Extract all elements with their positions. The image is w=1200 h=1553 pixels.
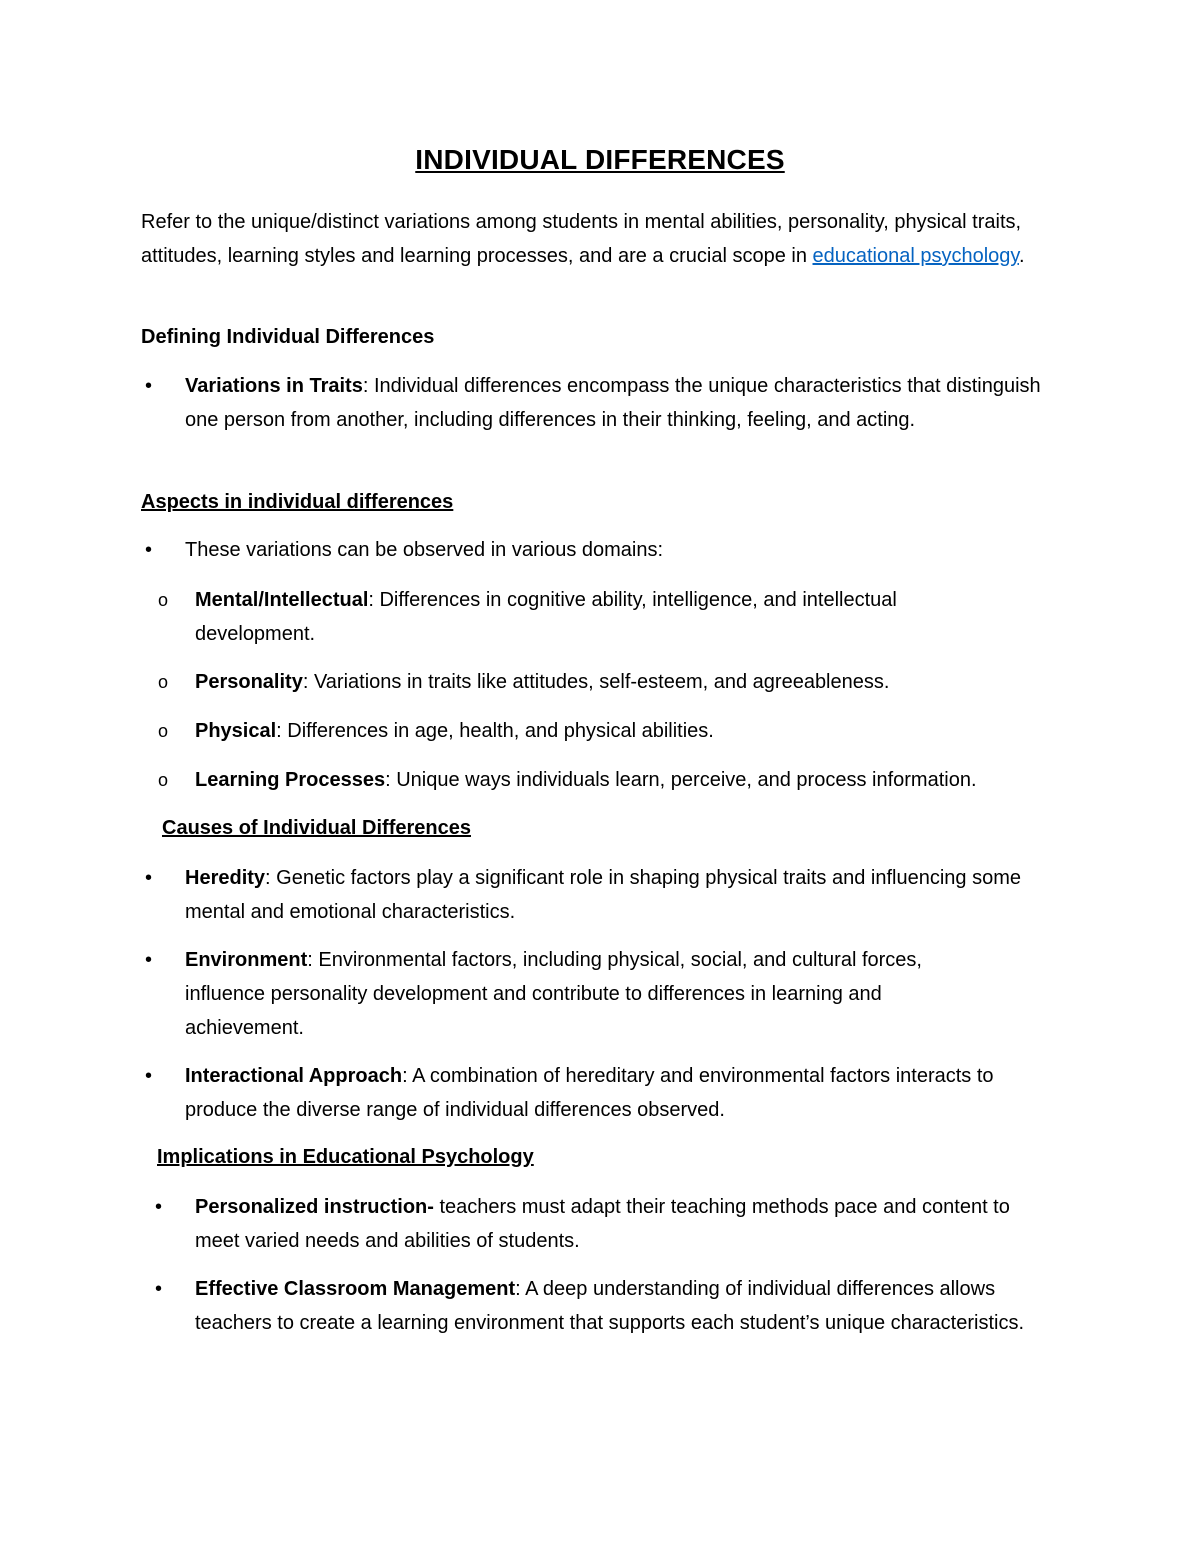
section-heading-causes: Causes of Individual Differences <box>162 817 471 839</box>
item-text: : A combination of hereditary and environmental factors interacts to produce the diverse range of individual differences observed. <box>185 1065 994 1121</box>
intro-end: . <box>1018 245 1025 267</box>
educational-psychology-link[interactable]: educational psychology <box>812 245 1019 267</box>
item-text: : Environmental factors, including physical, social, and cultural forces, influence personality development and contribute to differences in learning and achievement. <box>185 949 922 1039</box>
list-item <box>195 665 1055 699</box>
section-heading-implications: Implications in Educational Psychology <box>157 1146 534 1168</box>
item-label: Personalized instruction- <box>195 1196 434 1218</box>
list-item: These variations can be observed in various domains: <box>185 539 664 561</box>
bullet-marker: • <box>145 867 153 889</box>
bullet-marker: • <box>145 1065 153 1087</box>
list-item <box>195 1272 1055 1340</box>
item-text: : Individual differences encompass the unique characteristics that distinguish one person from another, including differences in their thinking, feeling, and acting. <box>185 375 1041 431</box>
section-heading-defining: Defining Individual Differences <box>141 326 435 348</box>
document-title: INDIVIDUAL DIFFERENCES <box>415 144 785 175</box>
intro-paragraph <box>141 205 1061 273</box>
item-label: Heredity <box>185 867 266 889</box>
list-item <box>195 763 1055 797</box>
list-item <box>185 1059 1055 1127</box>
circle-bullet-marker: o <box>158 590 169 610</box>
item-text: : Variations in traits like attitudes, self-esteem, and agreeableness. <box>302 671 890 693</box>
bullet-marker: • <box>145 539 153 561</box>
bullet-marker: • <box>145 949 153 971</box>
item-text: : Genetic factors play a significant role in shaping physical traits and influencing some mental and emotional characteristics. <box>185 867 1021 923</box>
list-item <box>185 943 985 1045</box>
intro-text: Refer to the unique/distinct variations among students in mental abilities, personality, physical traits, attitudes, learning styles and learning processes, and are a crucial scope in <box>141 211 1022 267</box>
item-text: : Differences in age, health, and physical abilities. <box>276 720 714 742</box>
list-item <box>185 861 1045 929</box>
item-text: : Unique ways individuals learn, perceive, and process information. <box>385 769 977 791</box>
item-label: Variations in Traits <box>185 375 363 397</box>
item-text: : A deep understanding of individual differences allows teachers to create a learning environment that supports each student’s unique characteristics. <box>195 1278 1024 1334</box>
item-text: : Differences in cognitive ability, intelligence, and intellectual development. <box>195 589 897 645</box>
list-item <box>195 1190 1055 1258</box>
item-label: Mental/Intellectual <box>195 589 369 611</box>
list-item <box>195 714 1055 748</box>
item-label: Personality <box>195 671 303 693</box>
item-label: Environment <box>185 949 308 971</box>
item-label: Interactional Approach <box>185 1065 403 1087</box>
circle-bullet-marker: o <box>158 770 169 790</box>
circle-bullet-marker: o <box>158 721 169 741</box>
item-label: Learning Processes <box>195 769 386 791</box>
list-item <box>185 369 1055 437</box>
bullet-marker: • <box>145 375 153 397</box>
section-heading-aspects: Aspects in individual differences <box>141 491 454 513</box>
bullet-marker: • <box>155 1196 163 1218</box>
item-label: Physical <box>195 720 277 742</box>
item-label: Effective Classroom Management <box>195 1278 516 1300</box>
item-text: teachers must adapt their teaching methods pace and content to meet varied needs and abilities of students. <box>195 1196 1010 1252</box>
circle-bullet-marker: o <box>158 672 169 692</box>
bullet-marker: • <box>155 1278 163 1300</box>
list-item <box>195 583 985 651</box>
